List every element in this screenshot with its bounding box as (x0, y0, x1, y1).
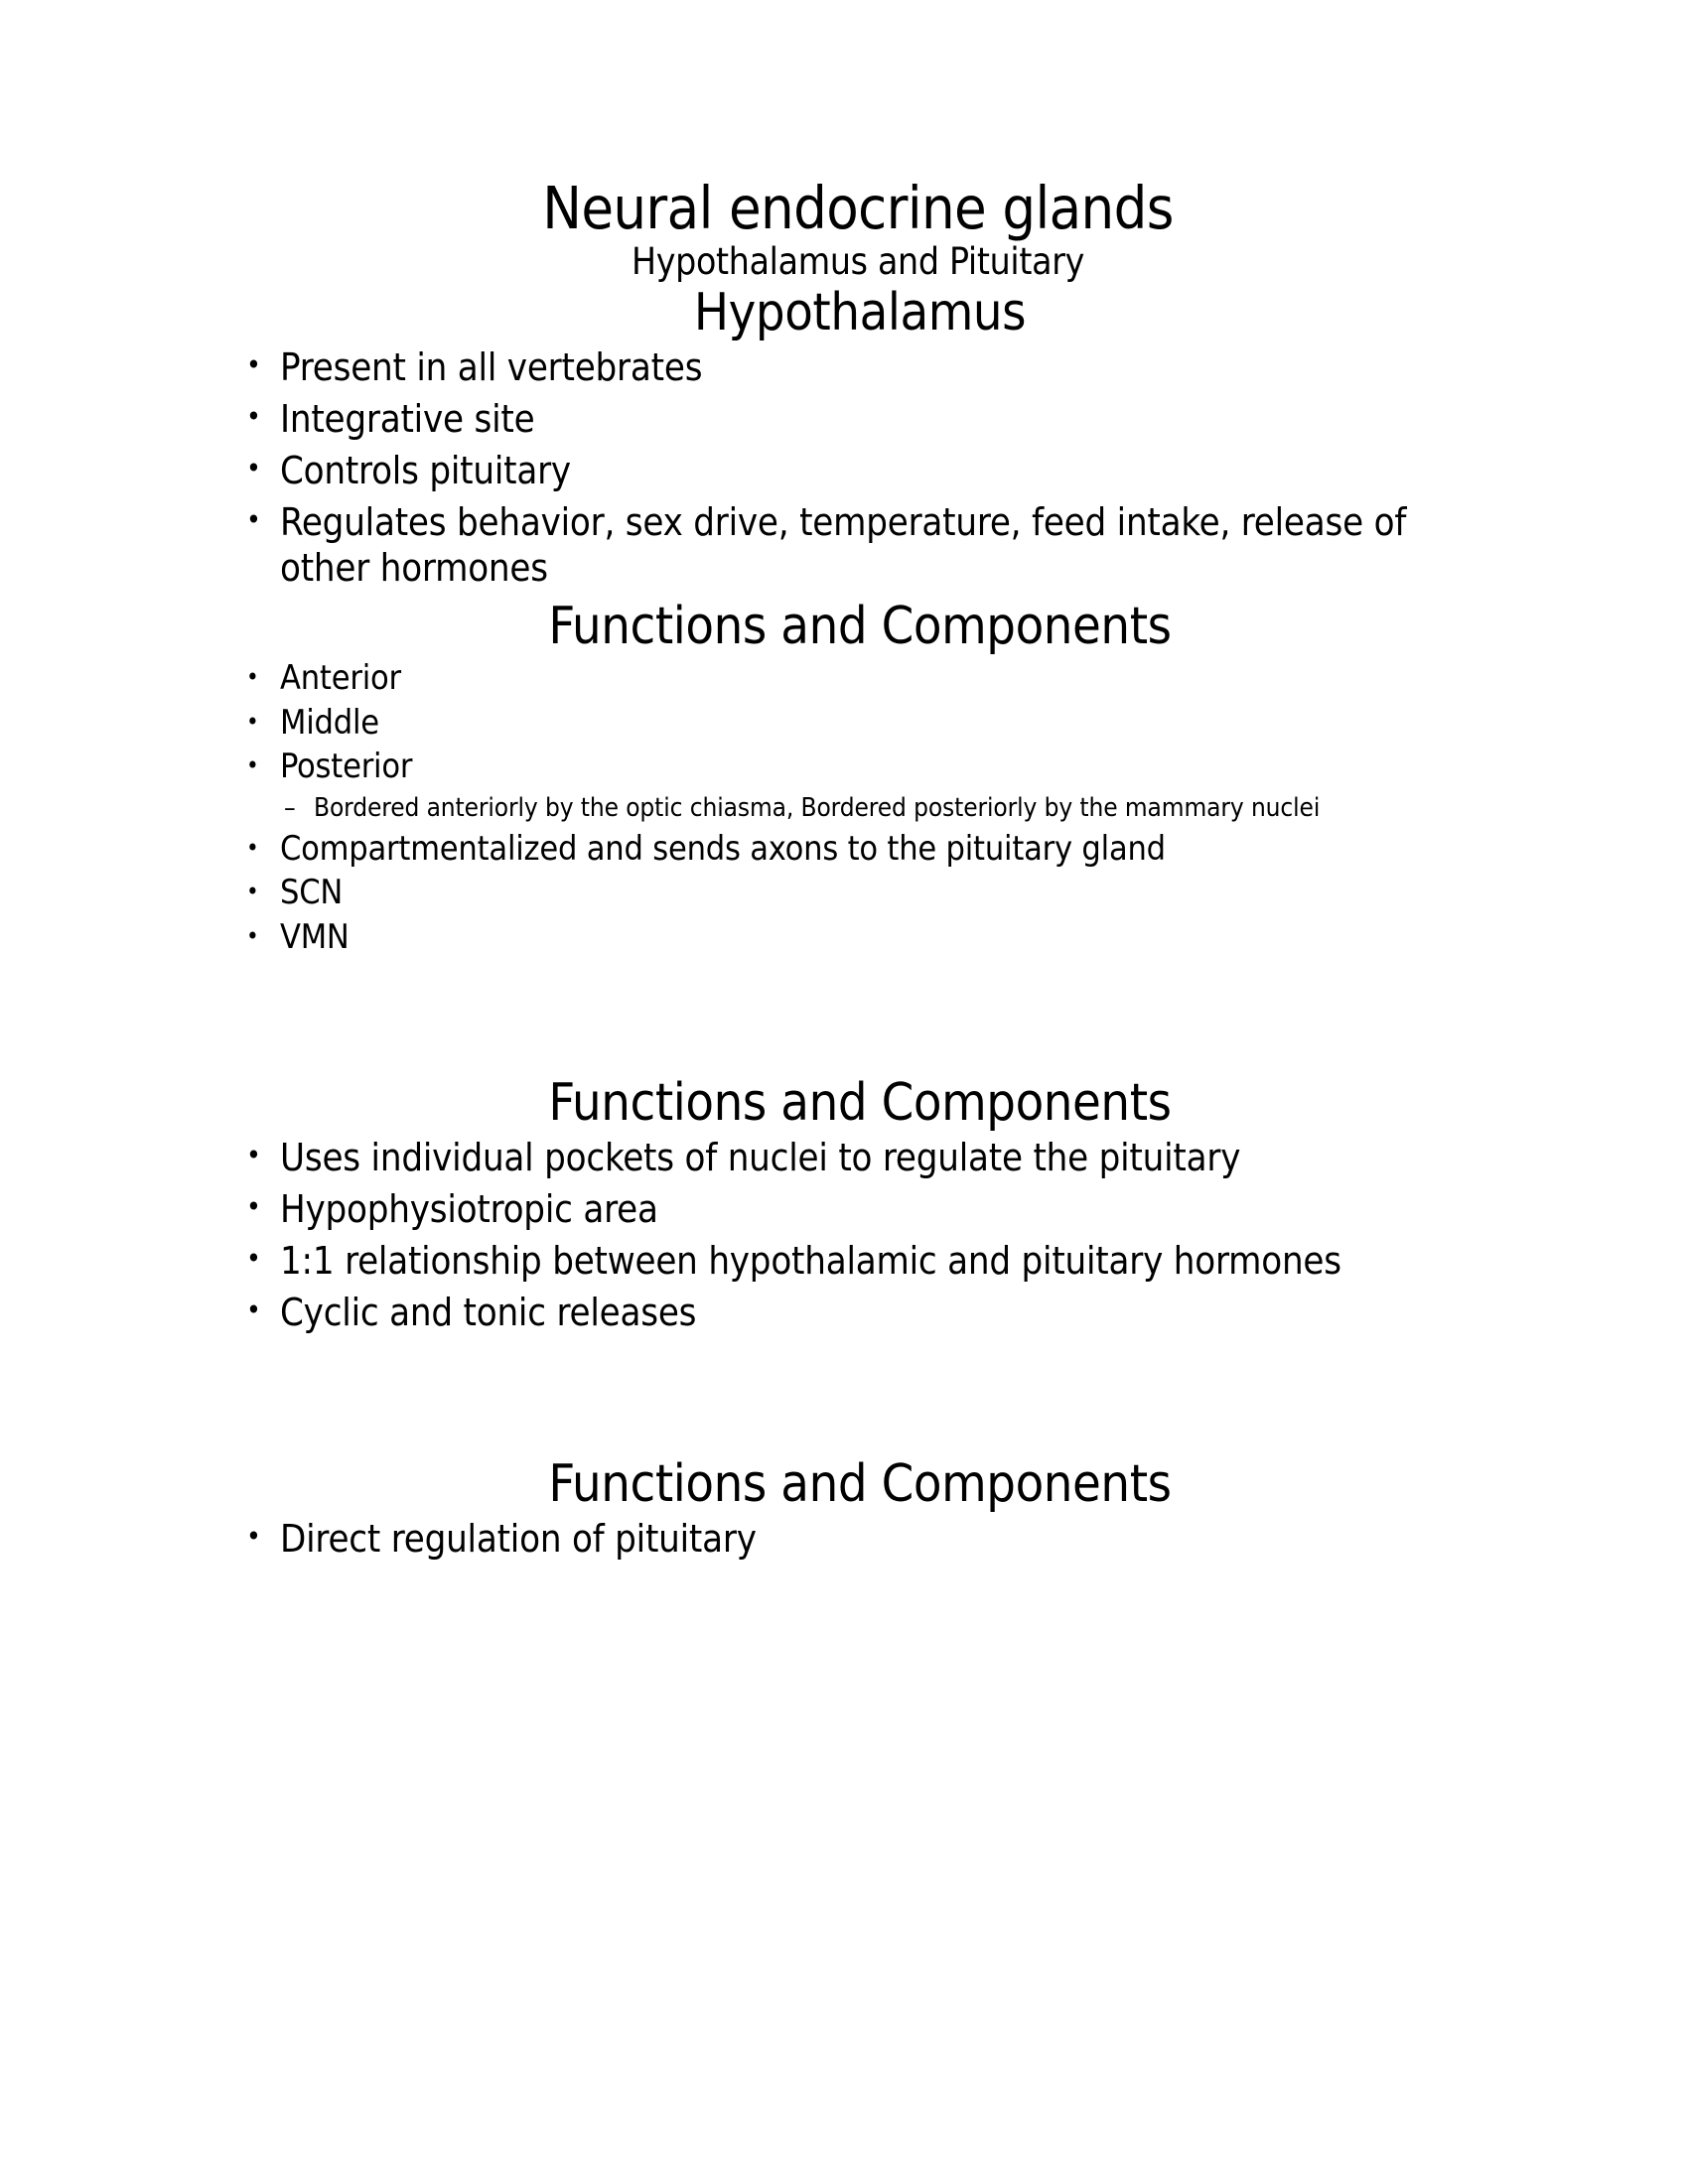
list-item (238, 830, 1460, 869)
bullet-text: • Direct regulation of pituitary (280, 1517, 757, 1562)
list-item (238, 1187, 1460, 1233)
list-item (238, 1291, 1460, 1336)
sub-bullet-text: Bordered anteriorly by the optic chiasma, Bordered posteriorly by the mammary nuclei (314, 793, 1321, 824)
document-content (238, 174, 1460, 1569)
bullet-list-regions (238, 659, 1460, 786)
section-heading-functions-components-1: Functions and Components (548, 596, 1172, 656)
sub-list-item (238, 791, 1460, 825)
section-heading-hypothalamus: Hypothalamus (693, 282, 1027, 342)
list-item (238, 659, 1460, 698)
list-item (238, 449, 1460, 494)
bullet-text: • Present in all vertebrates (280, 345, 703, 390)
bullet-text: • Integrative site (280, 397, 535, 442)
bullet-text: • Cyclic and tonic releases (280, 1291, 697, 1335)
list-item (238, 874, 1460, 912)
list-item (238, 345, 1460, 391)
section-heading-functions-components-3: Functions and Components (548, 1454, 1172, 1515)
page-title: Neural endocrine glands (542, 174, 1174, 242)
bullet-text: • Regulates behavior, sex drive, temperature, feed intake, release of other hormones (280, 499, 1407, 590)
bullet-list-hypothalamus (238, 345, 1460, 592)
bullet-list-direct-regulation (238, 1517, 1460, 1563)
list-item (238, 918, 1460, 957)
list-item (238, 704, 1460, 743)
bullet-text: • 1:1 relationship between hypothalamic and pituitary hormones (280, 1239, 1341, 1284)
bullet-list-regulation (238, 1136, 1460, 1336)
list-item (238, 1239, 1460, 1285)
bullet-text: • SCN (280, 873, 344, 913)
bullet-text: • Posterior (280, 747, 413, 787)
sub-bullet-list-borders (238, 791, 1460, 825)
bullet-text: • VMN (280, 916, 350, 957)
bullet-text: • Middle (280, 702, 379, 743)
bullet-text: • Controls pituitary (280, 449, 571, 493)
bullet-list-nuclei (238, 830, 1460, 957)
bullet-text: • Anterior (280, 658, 401, 699)
list-item (238, 748, 1460, 786)
list-item (238, 500, 1460, 592)
bullet-text: • Hypophysiotropic area (280, 1187, 658, 1232)
bullet-text: • Compartmentalized and sends axons to the pituitary gland (280, 828, 1166, 869)
list-item (238, 1517, 1460, 1563)
bullet-text: • Uses individual pockets of nuclei to regulate the pituitary (280, 1136, 1241, 1180)
list-item (238, 397, 1460, 443)
page-subtitle: Hypothalamus and Pituitary (632, 240, 1084, 283)
section-heading-functions-components-2: Functions and Components (548, 1073, 1172, 1134)
list-item (238, 1136, 1460, 1181)
